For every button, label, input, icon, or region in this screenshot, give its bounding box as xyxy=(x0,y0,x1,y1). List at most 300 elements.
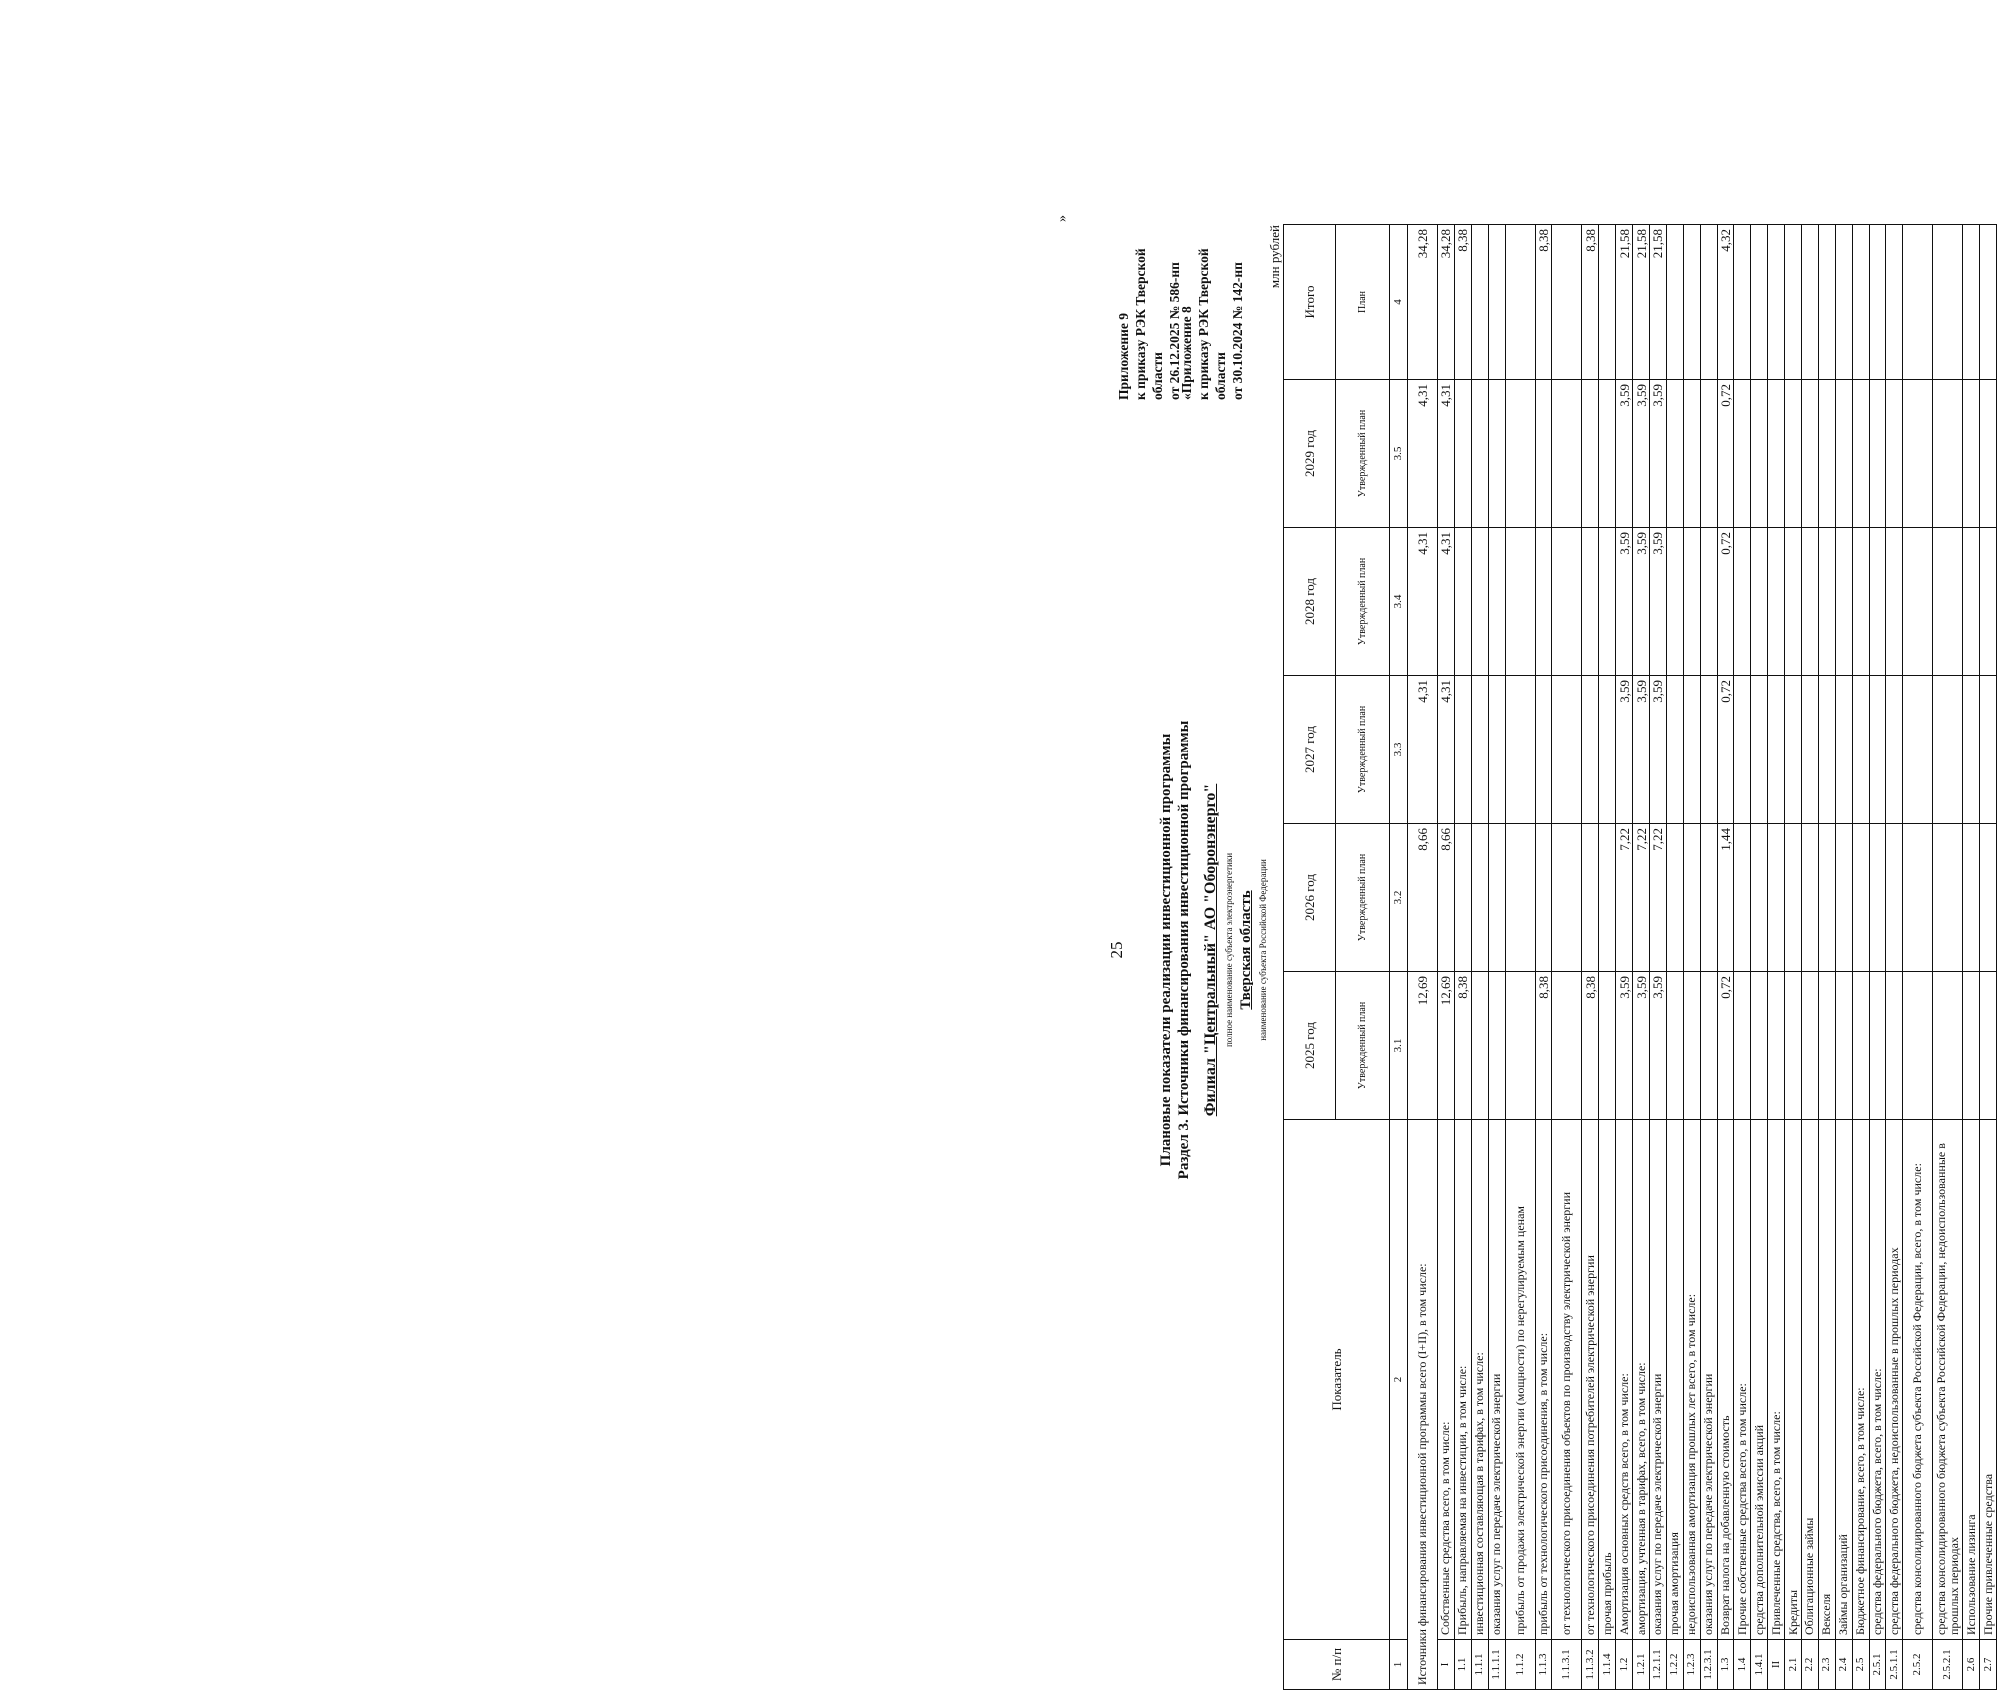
row-number: 2.4 xyxy=(1835,1640,1852,1690)
year-value xyxy=(1852,824,1869,972)
year-value: 3,59 xyxy=(1650,528,1667,676)
year-value xyxy=(1471,380,1488,528)
col-name-header: Показатель xyxy=(1284,1120,1390,1640)
year-value xyxy=(1666,824,1683,972)
table-row xyxy=(1717,225,1734,1690)
row-label: от технологического присоединения объектов по производству электрической энергии xyxy=(1552,1120,1582,1640)
year-value xyxy=(1963,676,1980,824)
plan-subheader: Утвержденный план xyxy=(1336,972,1390,1120)
year-value xyxy=(1785,972,1802,1120)
row-label: прочая амортизация xyxy=(1666,1120,1683,1640)
row-number: 2.5.1 xyxy=(1869,1640,1886,1690)
appendix-old-line: к приказу РЭК Тверской области xyxy=(1196,248,1228,400)
year-value xyxy=(1666,380,1683,528)
table-row xyxy=(1616,225,1633,1690)
year-value xyxy=(1599,528,1616,676)
year-value xyxy=(1505,528,1535,676)
year-value xyxy=(1835,528,1852,676)
year-value xyxy=(1963,824,1980,972)
row-number: 1.1.3.2 xyxy=(1582,1640,1599,1690)
year-value xyxy=(1454,528,1471,676)
year-value xyxy=(1802,972,1819,1120)
table-row xyxy=(1552,225,1582,1690)
year-value xyxy=(1886,972,1903,1120)
row-number: 2.5 xyxy=(1852,1640,1869,1690)
year-value xyxy=(1802,824,1819,972)
region-name: Тверская область xyxy=(1238,890,1254,1010)
year-value xyxy=(1933,676,1963,824)
year-value xyxy=(1505,972,1535,1120)
year-value: 3,59 xyxy=(1616,380,1633,528)
year-value xyxy=(1751,676,1768,824)
row-number: 1.1.3 xyxy=(1535,1640,1552,1690)
total-value: 4,32 xyxy=(1717,225,1734,380)
year-value xyxy=(1471,972,1488,1120)
total-value xyxy=(1751,225,1768,380)
index-cell: 4 xyxy=(1390,225,1408,380)
year-value xyxy=(1751,380,1768,528)
table-row xyxy=(1599,225,1616,1690)
year-value xyxy=(1582,676,1599,824)
row-label: Привлеченные средства, всего, в том числе: xyxy=(1768,1120,1785,1640)
year-value xyxy=(1933,528,1963,676)
total-value xyxy=(1835,225,1852,380)
appendix-old-line: «Приложение 8 xyxy=(1179,306,1194,400)
year-value xyxy=(1700,528,1717,676)
row-label: Займы организаций xyxy=(1835,1120,1852,1640)
table-row xyxy=(1963,225,1980,1690)
year-value xyxy=(1488,528,1505,676)
table-row xyxy=(1535,225,1552,1690)
row-number: 1.2.1 xyxy=(1633,1640,1650,1690)
year-value xyxy=(1700,972,1717,1120)
year-value xyxy=(1488,380,1505,528)
table-row xyxy=(1886,225,1903,1690)
year-value xyxy=(1818,676,1835,824)
year-value: 3,59 xyxy=(1633,676,1650,824)
year-value xyxy=(1454,380,1471,528)
row-label: прибыль от технологического присоединения, в том числе: xyxy=(1535,1120,1552,1640)
total-value xyxy=(1933,225,1963,380)
year-value xyxy=(1666,972,1683,1120)
organization-caption: полное наименование субъекта электроэнергетики xyxy=(1224,852,1234,1048)
year-value: 8,38 xyxy=(1582,972,1599,1120)
row-label: недоиспользованная амортизация прошлых лет всего, в том числе: xyxy=(1683,1120,1700,1640)
row-number: 2.7 xyxy=(1980,1640,1997,1690)
table-row xyxy=(1683,225,1700,1690)
appendix-new-line: от 26.12.2025 № 586-нп xyxy=(1167,262,1182,400)
closing-mark: » xyxy=(1055,215,1070,222)
year-value xyxy=(1768,676,1785,824)
unit-label: млн рублей xyxy=(1267,225,1282,289)
year-value xyxy=(1666,676,1683,824)
year-value xyxy=(1933,972,1963,1120)
year-value xyxy=(1980,972,1997,1120)
year-value xyxy=(1734,972,1751,1120)
year-value xyxy=(1886,824,1903,972)
row-label: средства федерального бюджета, недоиспользованные в прошлых периодах xyxy=(1886,1120,1903,1640)
total-value xyxy=(1471,225,1488,380)
year-value xyxy=(1835,676,1852,824)
year-value: 3,59 xyxy=(1650,380,1667,528)
rotated-page xyxy=(55,210,1995,1690)
index-cell: 3.5 xyxy=(1390,380,1408,528)
total-value: 34,28 xyxy=(1408,225,1438,380)
row-number: 2.1 xyxy=(1785,1640,1802,1690)
table-row xyxy=(1852,225,1869,1690)
year-value xyxy=(1980,380,1997,528)
total-value xyxy=(1852,225,1869,380)
row-number: 1.2.2 xyxy=(1666,1640,1683,1690)
year-value xyxy=(1505,676,1535,824)
year-value xyxy=(1599,676,1616,824)
row-number: II xyxy=(1768,1640,1785,1690)
year-value: 4,31 xyxy=(1438,676,1455,824)
total-value: 21,58 xyxy=(1650,225,1667,380)
year-value xyxy=(1535,676,1552,824)
year-value: 7,22 xyxy=(1616,824,1633,972)
year-value xyxy=(1963,972,1980,1120)
year-value xyxy=(1582,824,1599,972)
row-number: 1.1.1.1 xyxy=(1488,1640,1505,1690)
plan-subheader: Утвержденный план xyxy=(1336,824,1390,972)
table-row xyxy=(1802,225,1819,1690)
table-row xyxy=(1734,225,1751,1690)
year-value xyxy=(1535,824,1552,972)
total-value: 8,38 xyxy=(1535,225,1552,380)
year-value xyxy=(1903,528,1933,676)
year-value xyxy=(1802,676,1819,824)
row-label: оказания услуг по передаче электрической энергии xyxy=(1650,1120,1667,1640)
year-value xyxy=(1886,380,1903,528)
row-label: Кредиты xyxy=(1785,1120,1802,1640)
year-value xyxy=(1552,824,1582,972)
table-row xyxy=(1835,225,1852,1690)
table-row xyxy=(1869,225,1886,1690)
total-value xyxy=(1818,225,1835,380)
row-label: средства федерального бюджета, всего, в том числе: xyxy=(1869,1120,1886,1640)
year-value xyxy=(1700,380,1717,528)
year-value xyxy=(1552,972,1582,1120)
row-label: прочая прибыль xyxy=(1599,1120,1616,1640)
year-value xyxy=(1471,824,1488,972)
year-value xyxy=(1734,528,1751,676)
appendix-new-line: к приказу РЭК Тверской области xyxy=(1133,248,1165,400)
year-value xyxy=(1454,676,1471,824)
year-value xyxy=(1785,528,1802,676)
row-number: 1.1.4 xyxy=(1599,1640,1616,1690)
row-number: 1.2 xyxy=(1616,1640,1633,1690)
table-row xyxy=(1933,225,1963,1690)
year-value xyxy=(1903,824,1933,972)
year-value: 0,72 xyxy=(1717,972,1734,1120)
year-value: 4,31 xyxy=(1408,676,1438,824)
row-number: 1.2.3.1 xyxy=(1700,1640,1717,1690)
row-number: 1.4.1 xyxy=(1751,1640,1768,1690)
row-number: 2.2 xyxy=(1802,1640,1819,1690)
row-number: 2.3 xyxy=(1818,1640,1835,1690)
year-value xyxy=(1734,676,1751,824)
table-row xyxy=(1650,225,1667,1690)
table-row xyxy=(1633,225,1650,1690)
year-value xyxy=(1734,824,1751,972)
year-value xyxy=(1734,380,1751,528)
row-label: от технологического присоединения потребителей электрической энергии xyxy=(1582,1120,1599,1640)
total-value xyxy=(1700,225,1717,380)
row-label: Векселя xyxy=(1818,1120,1835,1640)
year-value xyxy=(1552,676,1582,824)
table-row xyxy=(1785,225,1802,1690)
year-value xyxy=(1505,824,1535,972)
row-label: амортизация, учтенная в тарифах, всего, в том числе: xyxy=(1633,1120,1650,1640)
total-value: 21,58 xyxy=(1633,225,1650,380)
row-number: 2.6 xyxy=(1963,1640,1980,1690)
year-value xyxy=(1802,380,1819,528)
row-number: 1.1.3.1 xyxy=(1552,1640,1582,1690)
year-value xyxy=(1599,380,1616,528)
year-value xyxy=(1835,972,1852,1120)
total-value xyxy=(1980,225,1997,380)
index-cell: 3.1 xyxy=(1390,972,1408,1120)
table-row xyxy=(1768,225,1785,1690)
index-cell: 3.3 xyxy=(1390,676,1408,824)
table-row xyxy=(1505,225,1535,1690)
year-value xyxy=(1886,528,1903,676)
year-value xyxy=(1785,824,1802,972)
table-row xyxy=(1818,225,1835,1690)
year-value xyxy=(1963,528,1980,676)
row-label: Возврат налога на добавленную стоимость xyxy=(1717,1120,1734,1640)
year-value xyxy=(1683,824,1700,972)
table-row xyxy=(1903,225,1933,1690)
row-label: оказания услуг по передаче электрической энергии xyxy=(1700,1120,1717,1640)
index-cell: 3.4 xyxy=(1390,528,1408,676)
index-cell: 3.2 xyxy=(1390,824,1408,972)
row-label: Прибыль, направляемая на инвестиции, в том числе: xyxy=(1454,1120,1471,1640)
row-number: 1.3 xyxy=(1717,1640,1734,1690)
row-label: Прочие собственные средства всего, в том числе: xyxy=(1734,1120,1751,1640)
row-label: средства консолидированного бюджета субъекта Российской Федерации, недоиспользованные в прошлых периодах xyxy=(1933,1120,1963,1640)
row-number: 2.5.2 xyxy=(1903,1640,1933,1690)
year-value: 7,22 xyxy=(1650,824,1667,972)
year-value xyxy=(1818,972,1835,1120)
title-line-2: Раздел 3. Источники финансирования инвестиционной программы xyxy=(1176,720,1192,1180)
row-label: прибыль от продажи электрической энергии (мощности) по нерегулируемым ценам xyxy=(1505,1120,1535,1640)
total-value xyxy=(1963,225,1980,380)
total-header: Итого xyxy=(1284,225,1336,380)
table-row xyxy=(1700,225,1717,1690)
year-value xyxy=(1886,676,1903,824)
year-value xyxy=(1818,528,1835,676)
year-value xyxy=(1835,824,1852,972)
table-row xyxy=(1408,225,1438,1690)
year-header: 2029 год xyxy=(1284,380,1336,528)
year-value xyxy=(1768,972,1785,1120)
year-value: 7,22 xyxy=(1633,824,1650,972)
plan-subheader: Утвержденный план xyxy=(1336,676,1390,824)
row-number: 1.2.3 xyxy=(1683,1640,1700,1690)
year-value xyxy=(1599,824,1616,972)
total-value: 8,38 xyxy=(1582,225,1599,380)
year-value xyxy=(1802,528,1819,676)
year-header: 2026 год xyxy=(1284,824,1336,972)
year-value xyxy=(1933,824,1963,972)
year-value: 8,66 xyxy=(1408,824,1438,972)
year-value xyxy=(1535,380,1552,528)
table-row xyxy=(1454,225,1471,1690)
year-value xyxy=(1852,676,1869,824)
year-value: 4,31 xyxy=(1408,380,1438,528)
table-row xyxy=(1471,225,1488,1690)
title-line-1: Плановые показатели реализации инвестиционной программы xyxy=(1158,733,1174,1167)
year-value xyxy=(1599,972,1616,1120)
year-value xyxy=(1869,972,1886,1120)
table-row xyxy=(1751,225,1768,1690)
year-value: 4,31 xyxy=(1408,528,1438,676)
year-value xyxy=(1488,676,1505,824)
table-row xyxy=(1582,225,1599,1690)
year-value: 8,38 xyxy=(1454,972,1471,1120)
year-value xyxy=(1869,528,1886,676)
total-value xyxy=(1683,225,1700,380)
total-value: 8,38 xyxy=(1454,225,1471,380)
year-value xyxy=(1768,528,1785,676)
year-value xyxy=(1488,824,1505,972)
year-value: 0,72 xyxy=(1717,676,1734,824)
year-value xyxy=(1683,528,1700,676)
plan-subheader: Утвержденный план xyxy=(1336,528,1390,676)
year-value: 3,59 xyxy=(1650,676,1667,824)
table-row xyxy=(1438,225,1455,1690)
year-value xyxy=(1980,528,1997,676)
total-value xyxy=(1734,225,1751,380)
row-label: Источники финансирования инвестиционной программы всего (I+II), в том числе: xyxy=(1408,1120,1438,1690)
table-row xyxy=(1488,225,1505,1690)
total-value: 34,28 xyxy=(1438,225,1455,380)
year-value xyxy=(1683,972,1700,1120)
row-number: 2.5.1.1 xyxy=(1886,1640,1903,1690)
row-label: Бюджетное финансирование, всего, в том числе: xyxy=(1852,1120,1869,1640)
year-value xyxy=(1471,676,1488,824)
year-value xyxy=(1454,824,1471,972)
year-value: 8,66 xyxy=(1438,824,1455,972)
year-value xyxy=(1768,824,1785,972)
year-value xyxy=(1535,528,1552,676)
row-label: средства консолидированного бюджета субъекта Российской Федерации, всего, в том числе: xyxy=(1903,1120,1933,1640)
row-label: оказания услуг по передаче электрической энергии xyxy=(1488,1120,1505,1640)
total-value xyxy=(1505,225,1535,380)
year-value xyxy=(1768,380,1785,528)
year-value xyxy=(1869,676,1886,824)
year-value xyxy=(1980,676,1997,824)
appendix-new-line: Приложение 9 xyxy=(1116,312,1131,400)
row-number: 1.1.1 xyxy=(1471,1640,1488,1690)
year-value: 3,59 xyxy=(1616,528,1633,676)
year-value xyxy=(1582,380,1599,528)
row-label: Прочие привлеченные средства xyxy=(1980,1120,1997,1640)
table-row xyxy=(1980,225,1997,1690)
year-value: 3,59 xyxy=(1616,676,1633,824)
total-value xyxy=(1666,225,1683,380)
year-value: 8,38 xyxy=(1535,972,1552,1120)
year-value xyxy=(1903,380,1933,528)
year-value xyxy=(1683,380,1700,528)
row-number: 1.2.1.1 xyxy=(1650,1640,1667,1690)
year-value xyxy=(1751,972,1768,1120)
total-value xyxy=(1768,225,1785,380)
appendix-old-line: от 30.10.2024 № 142-нп xyxy=(1230,262,1245,400)
total-plan-subheader: План xyxy=(1336,225,1390,380)
financing-sources-table xyxy=(1283,224,1997,1690)
row-label: Облигационные займы xyxy=(1802,1120,1819,1640)
year-value xyxy=(1683,676,1700,824)
row-label: Амортизация основных средств всего, в том числе: xyxy=(1616,1120,1633,1640)
row-number: 2.5.2.1 xyxy=(1933,1640,1963,1690)
year-value xyxy=(1751,824,1768,972)
page-number: 25 xyxy=(1107,941,1126,959)
year-value: 12,69 xyxy=(1408,972,1438,1120)
year-value: 4,31 xyxy=(1438,528,1455,676)
year-value xyxy=(1471,528,1488,676)
total-value xyxy=(1599,225,1616,380)
year-value: 0,72 xyxy=(1717,380,1734,528)
row-label: средства дополнительной эмиссии акций xyxy=(1751,1120,1768,1640)
year-value xyxy=(1869,824,1886,972)
region-caption: наименование субъекта Российской Федерации xyxy=(1258,859,1268,1041)
plan-subheader: Утвержденный план xyxy=(1336,380,1390,528)
year-value xyxy=(1818,824,1835,972)
organization-name: Филиал "Центральный" АО "Оборонэнерго" xyxy=(1202,783,1219,1117)
year-value xyxy=(1852,528,1869,676)
year-header: 2028 год xyxy=(1284,528,1336,676)
total-value xyxy=(1886,225,1903,380)
year-value xyxy=(1505,380,1535,528)
year-value xyxy=(1852,380,1869,528)
year-value xyxy=(1903,676,1933,824)
year-header: 2027 год xyxy=(1284,676,1336,824)
year-value xyxy=(1552,380,1582,528)
year-value xyxy=(1666,528,1683,676)
total-value xyxy=(1785,225,1802,380)
total-value xyxy=(1903,225,1933,380)
year-value xyxy=(1869,380,1886,528)
year-value xyxy=(1488,972,1505,1120)
year-value xyxy=(1582,528,1599,676)
year-value xyxy=(1785,380,1802,528)
row-label: Собственные средства всего, в том числе: xyxy=(1438,1120,1455,1640)
year-value xyxy=(1751,528,1768,676)
year-value xyxy=(1835,380,1852,528)
year-value xyxy=(1818,380,1835,528)
total-value: 21,58 xyxy=(1616,225,1633,380)
year-value xyxy=(1700,676,1717,824)
row-number: 1.4 xyxy=(1734,1640,1751,1690)
total-value xyxy=(1802,225,1819,380)
year-value xyxy=(1785,676,1802,824)
total-value xyxy=(1869,225,1886,380)
year-value xyxy=(1980,824,1997,972)
year-value: 1,44 xyxy=(1717,824,1734,972)
year-value xyxy=(1852,972,1869,1120)
total-value xyxy=(1488,225,1505,380)
year-value: 0,72 xyxy=(1717,528,1734,676)
year-header: 2025 год xyxy=(1284,972,1336,1120)
row-number: I xyxy=(1438,1640,1455,1690)
year-value: 3,59 xyxy=(1633,972,1650,1120)
index-cell: 2 xyxy=(1390,1120,1408,1640)
year-value: 3,59 xyxy=(1650,972,1667,1120)
year-value xyxy=(1552,528,1582,676)
